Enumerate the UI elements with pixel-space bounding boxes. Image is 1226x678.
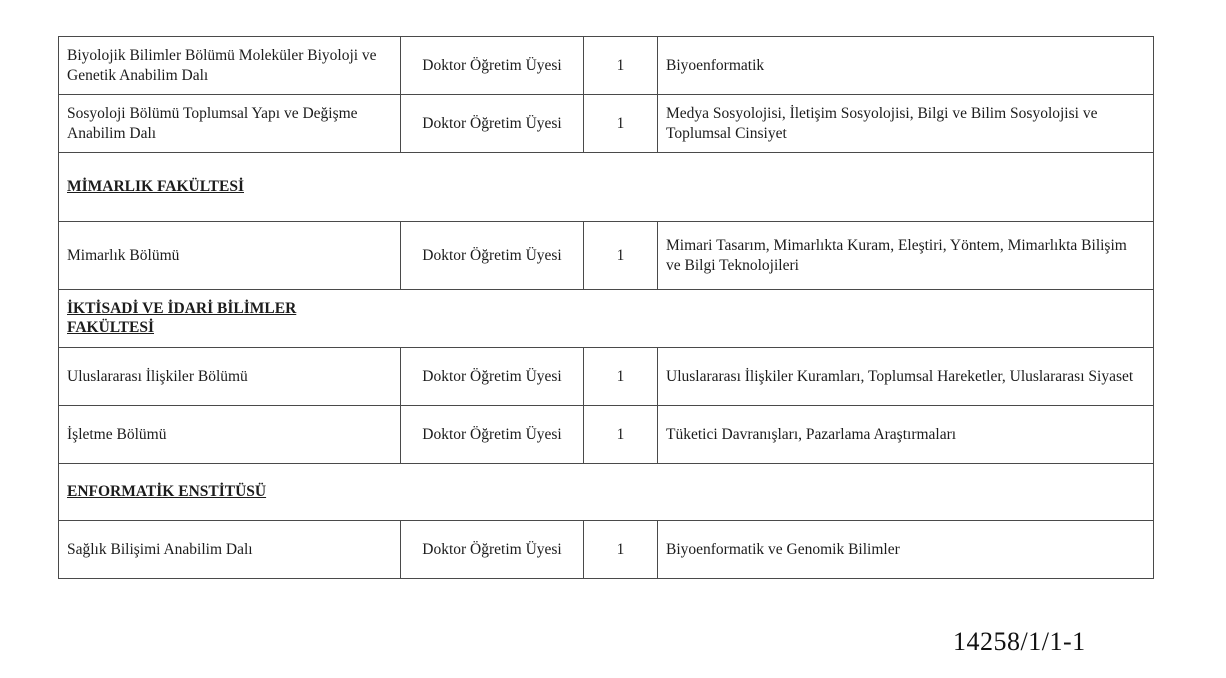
faculty-label: MİMARLIK FAKÜLTESİ (67, 178, 244, 195)
table-row (59, 222, 1154, 290)
title-cell: Doktor Öğretim Üyesi (401, 37, 584, 95)
table-row (59, 406, 1154, 464)
position-listing-table (58, 36, 1154, 579)
count-cell: 1 (584, 348, 658, 406)
department-cell: Biyolojik Bilimler Bölümü Moleküler Biyoloji ve Genetik Anabilim Dalı (59, 37, 401, 95)
count-cell: 1 (584, 222, 658, 290)
field-cell: Medya Sosyolojisi, İletişim Sosyolojisi, Bilgi ve Bilim Sosyolojisi ve Toplumsal Cinsiyet (658, 95, 1154, 153)
field-cell: Tüketici Davranışları, Pazarlama Araştırmaları (658, 406, 1154, 464)
faculty-header-row (59, 464, 1154, 521)
count-cell: 1 (584, 406, 658, 464)
department-cell: Mimarlık Bölümü (59, 222, 401, 290)
table-row (59, 521, 1154, 579)
department-cell: Sağlık Bilişimi Anabilim Dalı (59, 521, 401, 579)
count-cell: 1 (584, 37, 658, 95)
faculty-header-row (59, 153, 1154, 222)
title-cell: Doktor Öğretim Üyesi (401, 406, 584, 464)
title-cell: Doktor Öğretim Üyesi (401, 521, 584, 579)
table-row (59, 348, 1154, 406)
department-cell: Sosyoloji Bölümü Toplumsal Yapı ve Değişme Anabilim Dalı (59, 95, 401, 153)
faculty-header (59, 464, 1154, 521)
field-cell: Biyoenformatik (658, 37, 1154, 95)
count-cell: 1 (584, 95, 658, 153)
faculty-header-row (59, 290, 1154, 348)
title-cell: Doktor Öğretim Üyesi (401, 95, 584, 153)
title-cell: Doktor Öğretim Üyesi (401, 348, 584, 406)
table-row (59, 95, 1154, 153)
faculty-header (59, 153, 1154, 222)
field-cell: Mimari Tasarım, Mimarlıkta Kuram, Eleştiri, Yöntem, Mimarlıkta Bilişim ve Bilgi Teknolojileri (658, 222, 1154, 290)
field-cell: Uluslararası İlişkiler Kuramları, Toplumsal Hareketler, Uluslararası Siyaset (658, 348, 1154, 406)
faculty-label: İKTİSADİ VE İDARİ BİLİMLER FAKÜLTESİ (67, 300, 297, 336)
faculty-header (59, 290, 1154, 348)
department-cell: İşletme Bölümü (59, 406, 401, 464)
faculty-label: ENFORMATİK ENSTİTÜSÜ (67, 483, 267, 500)
page-number: 14258/1/1-1 (953, 627, 1086, 656)
department-cell: Uluslararası İlişkiler Bölümü (59, 348, 401, 406)
title-cell: Doktor Öğretim Üyesi (401, 222, 584, 290)
field-cell: Biyoenformatik ve Genomik Bilimler (658, 521, 1154, 579)
table-row (59, 37, 1154, 95)
count-cell: 1 (584, 521, 658, 579)
